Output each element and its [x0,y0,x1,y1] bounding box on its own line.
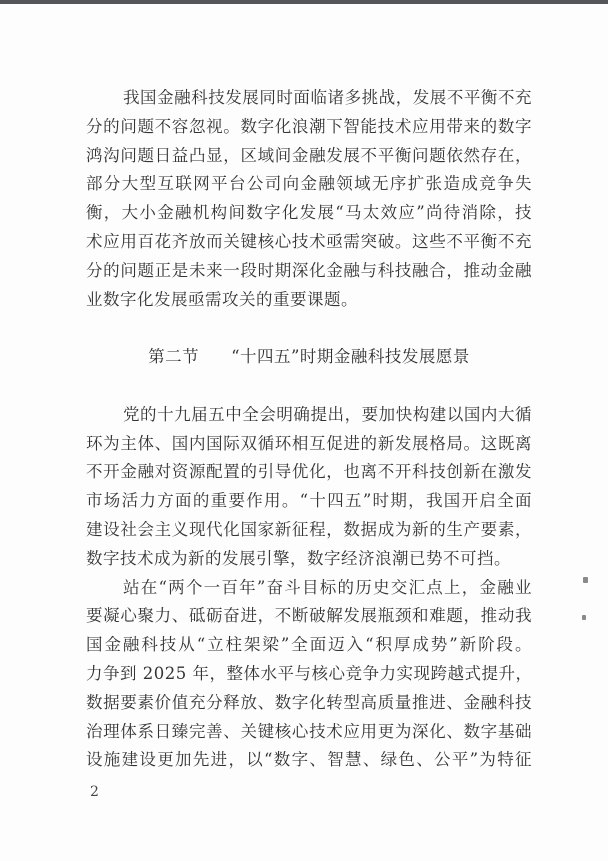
text-line: 党的十九届五中全会明确提出，要加快构建以国内大循 [123,404,532,424]
text-line: 业数字化发展亟需攻关的重要课题。 [86,289,358,309]
text-line: 我国金融科技发展同时面临诸多挑战，发展不平衡不充 [123,88,532,107]
text-line: 鸿沟问题日益凸显，区域间金融发展不平衡问题依然存在， [86,145,532,165]
text-line: 力争到 2025 年，整体水平与核心竞争力实现跨越式提升， [86,663,532,683]
section-heading [86,343,532,372]
section-label: 第二节 [148,347,200,367]
text-line: 分的问题正是未来一段时期深化金融与科技融合，推动金融 [86,260,532,280]
text-line: 分的问题不容忽视。数字化浪潮下智能技术应用带来的数字 [86,116,532,136]
text-line: 站在“两个一百年”奋斗目标的历史交汇点上，金融业 [123,577,532,597]
paragraph [86,401,532,574]
text-line: 环为主体、国内国际双循环相互促进的新发展格局。这既离 [86,433,532,453]
text-line: 治理体系日臻完善、关键核心技术应用更为深化、数字基础 [86,721,532,741]
text-line: 术应用百花齐放而关键核心技术亟需突破。这些不平衡不充 [86,231,532,251]
text-line: 市场活力方面的重要作用。“十四五”时期，我国开启全面 [86,491,532,511]
text-line: 部分大型互联网平台公司向金融领域无序扩张造成竞争失 [86,174,532,194]
text-line: 衡，大小金融机构间数字化发展“马太效应”尚待消除，技 [86,203,532,223]
page-number: 2 [90,784,99,800]
text-line: 数据要素价值充分释放、数字化转型高质量推进、金融科技 [86,692,532,712]
text-line: 要凝心聚力、砥砺奋进，不断破解发展瓶颈和难题，推动我 [86,606,532,626]
page-body-text [86,84,532,775]
section-title: “十四五”时期金融科技发展愿景 [231,347,470,367]
scan-edge-bar [0,0,608,4]
scan-artifact-speck [583,577,588,583]
text-line: 设施建设更加先进，以“数字、智慧、绿色、公平”为特征 [86,750,532,770]
text-line: 不开金融对资源配置的引导优化，也离不开科技创新在激发 [86,462,532,482]
scan-artifact-speck [582,615,586,620]
text-line: 建设社会主义现代化国家新征程，数据成为新的生产要素， [86,519,532,539]
paragraph [86,84,532,314]
text-line: 数字技术成为新的发展引擎，数字经济浪潮已势不可挡。 [86,548,511,568]
paragraph [86,574,532,776]
text-line: 国金融科技从“立柱架梁”全面迈入“积厚成势”新阶段。 [86,635,532,655]
